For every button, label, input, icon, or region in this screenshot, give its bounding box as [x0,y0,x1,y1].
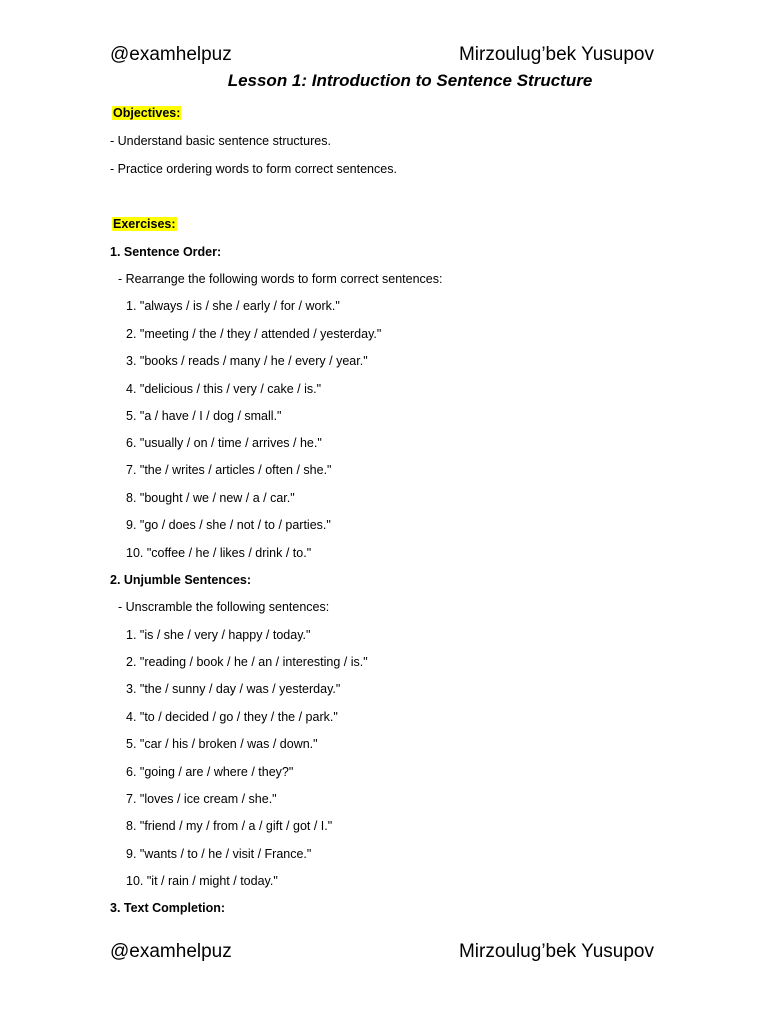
objectives-heading: Objectives: [113,106,181,120]
list-item: 2. "reading / book / he / an / interesting / is." [126,655,368,669]
list-item: 6. "going / are / where / they?" [126,765,294,779]
section-title-text-completion: 3. Text Completion: [110,901,226,915]
list-item: 8. "bought / we / new / a / car." [126,491,295,505]
footer-handle: @examhelpuz [110,941,232,962]
list-item: 3. "books / reads / many / he / every / year." [126,354,368,368]
list-item: 1. "is / she / very / happy / today." [126,628,311,642]
list-item: 7. "the / writes / articles / often / she." [126,463,332,477]
exercises-heading: Exercises: [113,217,176,231]
lesson-title: Lesson 1: Introduction to Sentence Structure [227,71,593,90]
list-item: 2. "meeting / the / they / attended / yesterday." [126,327,382,341]
header-handle: @examhelpuz [110,44,232,65]
list-item: 7. "loves / ice cream / she." [126,792,277,806]
footer-author: Mirzoulug’bek Yusupov [458,941,654,962]
list-item: 3. "the / sunny / day / was / yesterday." [126,682,341,696]
list-item: 5. "car / his / broken / was / down." [126,737,318,751]
header-author: Mirzoulug’bek Yusupov [458,44,654,65]
list-item: 4. "to / decided / go / they / the / park." [126,710,338,724]
list-item: 10. "coffee / he / likes / drink / to." [126,546,312,560]
section-instruction: - Rearrange the following words to form correct sentences: [118,272,443,286]
list-item: 5. "a / have / I / dog / small." [126,409,282,423]
section-instruction: - Unscramble the following sentences: [118,600,330,614]
objective-item: - Understand basic sentence structures. [110,134,331,148]
list-item: 4. "delicious / this / very / cake / is." [126,382,322,396]
list-item: 8. "friend / my / from / a / gift / got / I." [126,819,333,833]
list-item: 9. "wants / to / he / visit / France." [126,847,312,861]
list-item: 9. "go / does / she / not / to / parties." [126,518,331,532]
list-item: 10. "it / rain / might / today." [126,874,278,888]
section-title-unjumble: 2. Unjumble Sentences: [110,573,252,587]
section-title-sentence-order: 1. Sentence Order: [110,245,222,259]
list-item: 6. "usually / on / time / arrives / he." [126,436,322,450]
list-item: 1. "always / is / she / early / for / work." [126,299,340,313]
objective-item: - Practice ordering words to form correct sentences. [110,162,397,176]
